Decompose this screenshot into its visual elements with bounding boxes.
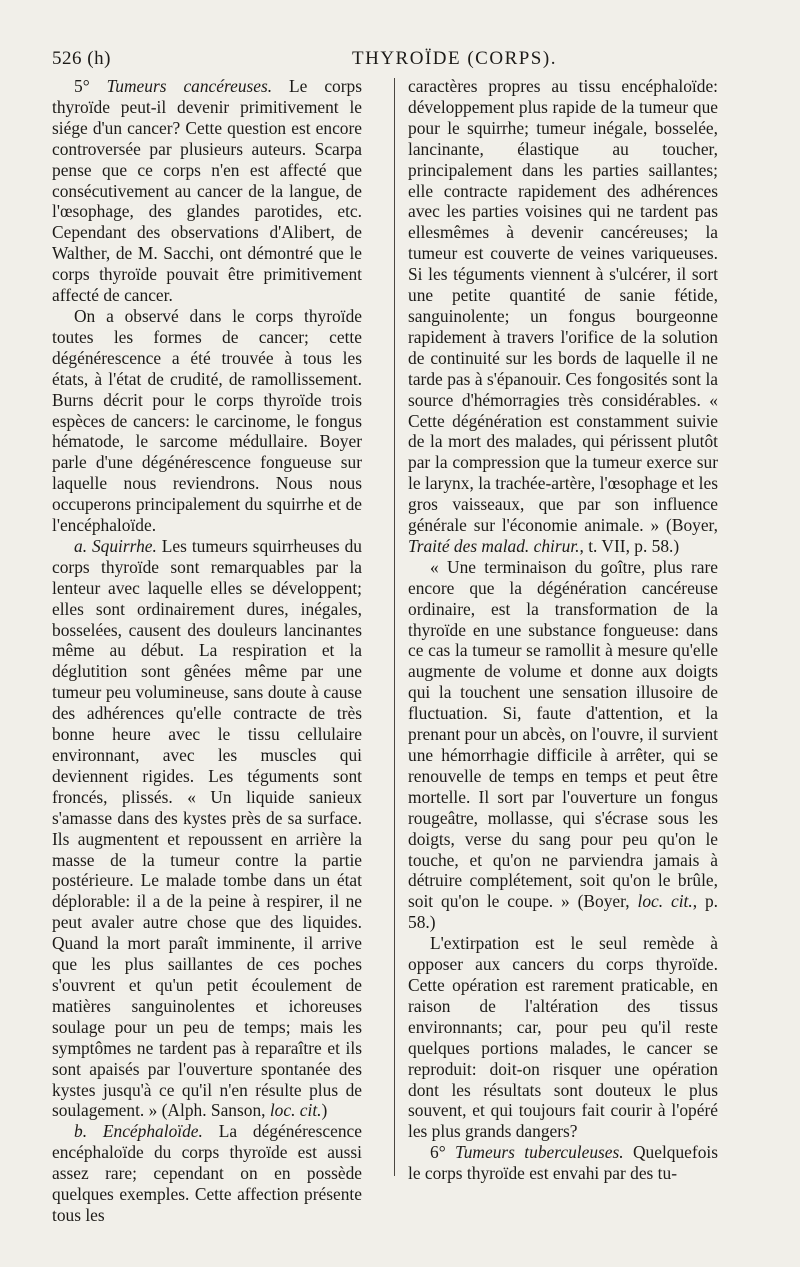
citation: loc. cit. xyxy=(269,1100,322,1121)
paragraph-cancerous-tumors: 5° Tumeurs cancéreuses. Le corps thyroïde peut-il devenir primitivement le siége d'un cancer? Cette question est encore controversée par plusieurs auteurs. Scarpa pense que ce corps n'en est affecté que consécutivement au cancer de la langue, de l'œsophage, des glandes parotides, etc. Cependant des observations d'Alibert, de Walther, de M. Sacchi, ont démontré que le corps thyroïde pouvait être primitivement affecté de cancer. xyxy=(52,76,362,306)
page-header xyxy=(52,44,746,74)
paragraph-tuberculous-tumors: 6° Tumeurs tuberculeuses. Quelquefois le corps thyroïde est envahi par des tu- xyxy=(408,1142,718,1184)
paragraph-cancer-forms: On a observé dans le corps thyroïde toutes les formes de cancer; cette dégénérescence a été trouvée à tous les états, à l'état de crudité, de ramollissement. Burns décrit pour le corps thyroïde trois espèces de cancers: le carcinome, le fongus hématode, le sarcome médullaire. Boyer parle d'une dégénérescence fongueuse sur laquelle nous reviendrons. Nous nous occuperons principalement du squirrhe et de l'encéphaloïde. xyxy=(52,305,362,536)
right-column xyxy=(408,76,718,1184)
paragraph-goitre-termination: « Une terminaison du goître, plus rare encore que la dégénération cancéreuse ordinaire, est la transformation de la thyroïde en une substance fongueuse: dans ce cas la tumeur se ramollit à mesure qu'elle augmente de volume et donne aux doigts qui la touchent une sensation illusoire de fluctuation. Si, faute d'attention, et la prenant pour un abcès, on l'ouvre, il survient une hémorrhagie difficile à arrêter, qui se renouvelle de temps en temps et peut être mortelle. Il sort par l'ouverture un fongus rougeâtre, mollasse, qui s'écrase sous les doigts, verse du sang pour peu qu'on le touche, et qu'on ne parviendra jamais à détruire complétement, soit qu'on le brûle, soit qu'on le coupe. » (Boyer, loc. cit., p. 58.) xyxy=(408,556,719,933)
left-column xyxy=(52,76,362,1226)
subsection-heading: b. Encéphaloïde. xyxy=(74,1121,203,1142)
page-number: 526 (h) xyxy=(52,48,111,69)
section-heading: Tumeurs cancéreuses. xyxy=(106,76,273,96)
citation: Traité des malad. chirur. xyxy=(408,535,580,556)
paragraph-continuation: caractères propres au tissu encéphaloïde: développement plus rapide de la tumeur que pour le squirrhe; tumeur inégale, bosselée, lancinante, élastique au toucher, principalement dans les parties saillantes; elle contracte rapidement des adhérences avec les parties voisines qui ne tardent pas ellesmêmes à devenir cancéreuses; la tumeur est couverte de veines variqueuses. Si les téguments viennent à s'ulcérer, il sort une petite quantité de sanie fétide, sanguinolente; un fongus bourgeonne rapidement à travers l'orifice de la solution de continuité sur les bords de laquelle il ne tarde pas à s'épanouir. Ces fongosités sont la source d'hémorragies très considérables. « Cette dégénération est constamment suivie de la mort des malades, qui périssent plutôt par la compression que la tumeur exerce sur le larynx, la trachée-artère, l'œsophage et les gros vaisseaux, que par son influence générale sur l'économie animale. » (Boyer, Traité des malad. chirur., t. VII, p. 58.) xyxy=(408,76,718,556)
section-heading: Tumeurs tuberculeuses. xyxy=(455,1142,624,1163)
column-divider xyxy=(394,78,395,1176)
paragraph-encephaloide: b. Encéphaloïde. La dégénérescence encéphaloïde du corps thyroïde est aussi assez rare; cependant on en possède quelques exemples. Cette affection présente tous les xyxy=(52,1121,362,1225)
citation: loc. cit. xyxy=(637,891,693,912)
subsection-heading: a. Squirrhe. xyxy=(74,535,157,556)
running-title: THYROÏDE (CORPS). xyxy=(352,48,557,69)
paragraph-extirpation: L'extirpation est le seul remède à opposer aux cancers du corps thyroïde. Cette opération est rarement praticable, en raison de l'altération des tissus environnants; car, pour peu qu'il reste quelques portions malades, le cancer se reproduit: doit-on risquer une opération dont les résultats sont douteux le plus souvent, et qui toujours fait courir à l'opéré les plus grands dangers? xyxy=(408,933,718,1142)
paragraph-squirrhe: a. Squirrhe. Les tumeurs squirrheuses du corps thyroïde sont remarquables par la lenteur avec laquelle elles se développent; elles sont ordinairement dures, inégales, bosselées, causent des douleurs lancinantes même au début. La respiration et la déglutition sont gênées même par une tumeur peu volumineuse, sans doute à cause des adhérences qu'elle contracte de très bonne heure avec le tissu cellulaire environnant, avec les muscles qui deviennent rigides. Les téguments sont froncés, plissés. « Un liquide sanieux s'amasse dans des kystes près de sa surface. Ils augmentent et repoussent en arrière la masse de la tumeur contre la partie postérieure. Le malade tombe dans un état déplorable: il a de la peine à respirer, il ne peut avaler autre chose que des liquides. Quand la mort paraît imminente, il arrive que les plus saillantes de ces poches s'ouvrent et qu'un petit écoulement de matières sanguinolentes et ichoreuses soulage pour un peu de temps; mais les symptômes ne tardent pas à reparaître et ils sont apaisés par l'ouverture spontanée des kystes jusqu'à ce qu'il n'en résulte plus de soulagement. » (Alph. Sanson, loc. cit.) xyxy=(52,535,363,1121)
